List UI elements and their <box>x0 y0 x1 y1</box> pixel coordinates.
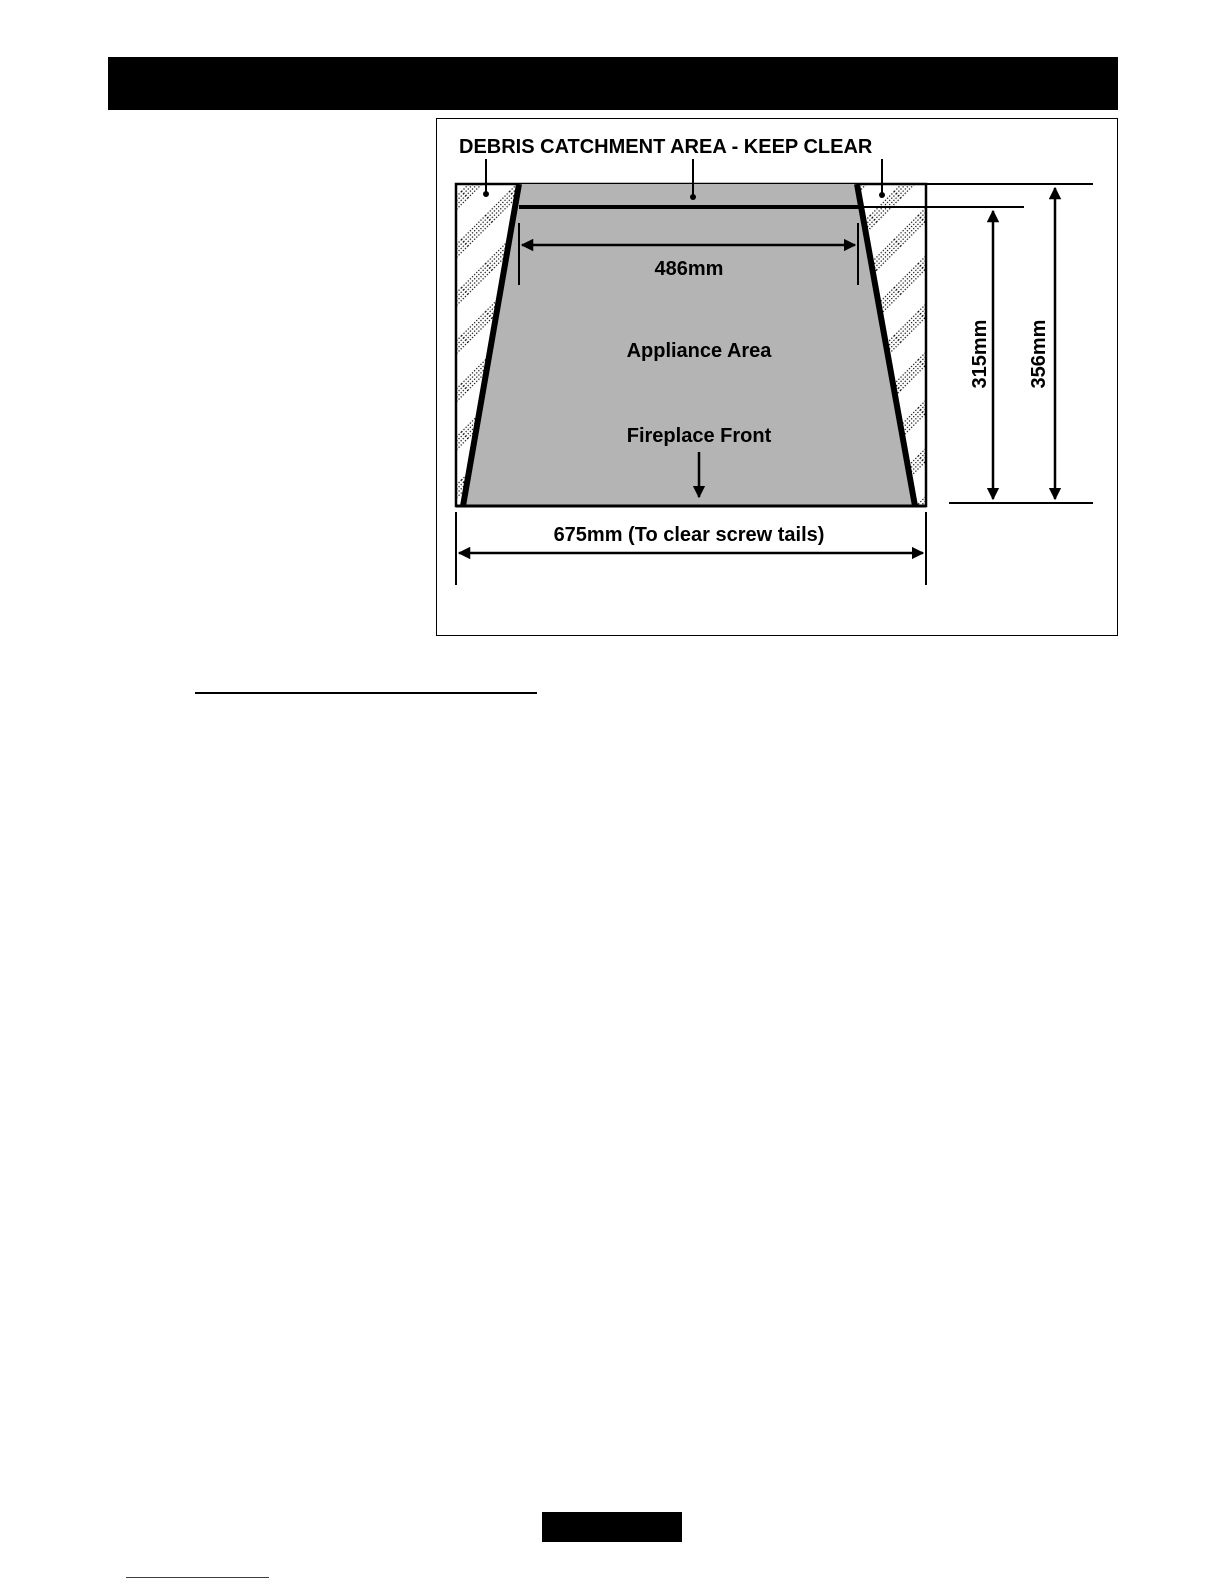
back-width-label: 486mm <box>654 258 724 280</box>
debris-leader-right-dot <box>879 192 885 198</box>
front-width-label: 675mm (To clear screw tails) <box>553 524 825 546</box>
outer-depth-label: 356mm <box>1028 319 1050 389</box>
section-divider-rule <box>195 692 537 694</box>
debris-leader-center-dot <box>690 194 696 200</box>
debris-leader-left-dot <box>483 191 489 197</box>
fireplace-diagram <box>437 119 1119 637</box>
fireplace-front-label: Fireplace Front <box>626 425 772 447</box>
page-number-box <box>542 1512 682 1542</box>
fireplace-dimensions-figure <box>436 118 1118 636</box>
inner-depth-label: 315mm <box>969 319 991 389</box>
appliance-area-label: Appliance Area <box>626 340 772 362</box>
debris-catchment-label: DEBRIS CATCHMENT AREA - KEEP CLEAR <box>459 136 873 158</box>
footer-link-underline[interactable] <box>126 1577 269 1578</box>
section-header-bar <box>108 57 1118 110</box>
